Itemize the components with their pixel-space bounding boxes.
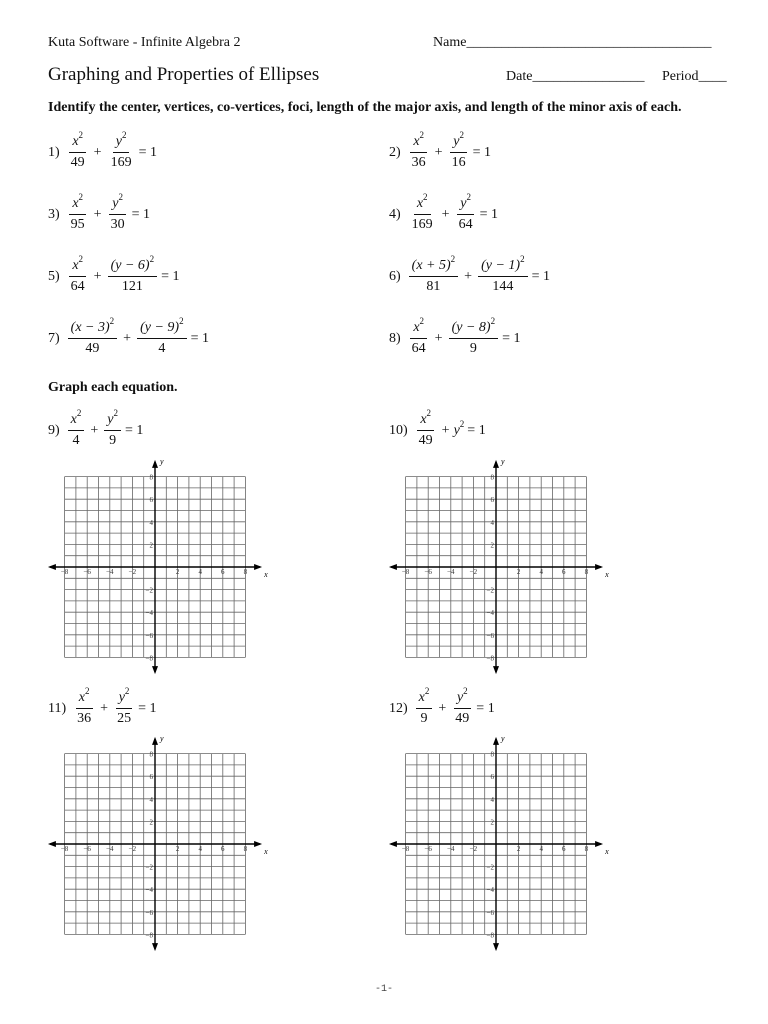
grid-group (389, 734, 609, 951)
problem-number: 6) (389, 268, 401, 284)
fraction (137, 316, 187, 357)
exponent: 2 (109, 316, 115, 326)
x-axis-arrow-right-icon (595, 841, 603, 847)
denominator: 9 (109, 433, 117, 448)
y-axis-arrow-down-icon (152, 666, 158, 674)
problem-number: 2) (389, 144, 401, 160)
denominator: 81 (426, 279, 441, 294)
fraction (114, 686, 134, 727)
fraction (478, 254, 528, 295)
fraction (416, 408, 436, 449)
x-tick-label: 6 (562, 845, 566, 853)
equals-rhs: = 1 (131, 206, 150, 222)
denominator: 4 (158, 341, 166, 356)
x-tick-label: 2 (175, 845, 180, 853)
problem-9 (48, 408, 144, 449)
y-tick-label: 6 (490, 496, 494, 505)
problem-12 (389, 686, 495, 727)
x-tick-label: −8 (401, 568, 410, 576)
exponent: 2 (423, 192, 428, 202)
x-axis-label: x (264, 570, 268, 579)
x-axis-arrow-right-icon (254, 564, 262, 570)
numerator: x (413, 320, 420, 335)
denominator: 36 (77, 711, 92, 726)
x-tick-label: −4 (447, 568, 455, 576)
denominator: 4 (72, 433, 80, 448)
y-tick-label: 4 (149, 795, 153, 804)
name-line: ___________________________________ (466, 35, 712, 50)
numerator: x (416, 196, 424, 211)
x-axis-arrow-left-icon (48, 841, 56, 847)
software-name: Kuta Software - Infinite Algebra 2 (48, 35, 241, 50)
y-axis-label: y (160, 456, 164, 466)
exponent: 2 (426, 408, 432, 418)
plus-sign: + (438, 700, 447, 716)
denominator: 9 (469, 341, 477, 356)
fraction (68, 254, 88, 295)
numerator: x (418, 690, 425, 705)
denominator: 64 (70, 279, 85, 294)
problem-6 (389, 254, 550, 295)
y-tick-label: −6 (486, 631, 494, 640)
x-axis-label: x (605, 847, 609, 856)
plus-sign: + (100, 700, 109, 716)
exponent: 2 (520, 254, 525, 264)
problem-1 (48, 130, 157, 171)
fraction (68, 408, 85, 449)
numerator: (y − 8) (451, 320, 491, 335)
x-tick-label: −4 (106, 845, 114, 853)
numerator: y (112, 196, 119, 211)
y-axis-arrow-up-icon (493, 460, 499, 468)
y-tick-label: 8 (490, 750, 494, 759)
problem-number: 10) (389, 422, 408, 438)
exponent: 2 (419, 130, 425, 140)
exponent: 2 (466, 192, 471, 202)
x-tick-label: 6 (221, 568, 225, 576)
denominator: 64 (411, 341, 426, 356)
x-axis-arrow-left-icon (389, 564, 397, 570)
y-tick-label: 6 (149, 496, 153, 505)
grid-group (48, 734, 268, 951)
denominator: 95 (70, 217, 85, 232)
fraction (108, 192, 128, 233)
exponent: 2 (424, 686, 430, 696)
fraction (449, 316, 499, 357)
date-line: ________________ (532, 69, 645, 84)
y-tick-label: 8 (149, 750, 153, 759)
y-tick-label: 6 (149, 773, 153, 782)
denominator: 64 (458, 217, 473, 232)
x-axis-arrow-right-icon (595, 564, 603, 570)
date-field[interactable] (506, 69, 644, 85)
date-label: Date (506, 69, 533, 84)
grid-group (48, 457, 268, 674)
x-tick-label: −2 (128, 568, 137, 576)
grid-group (389, 457, 609, 674)
plus-sign: + (434, 330, 443, 346)
problem-2 (389, 130, 491, 171)
denominator: 25 (117, 711, 132, 726)
numerator: y (118, 690, 125, 705)
fraction (74, 686, 94, 727)
denominator: 169 (110, 155, 132, 170)
y-tick-label: 4 (490, 795, 494, 804)
fraction (409, 192, 436, 233)
problem-8 (389, 316, 521, 357)
x-tick-label: −6 (424, 568, 432, 576)
plus-sign: + (90, 422, 99, 438)
fraction (68, 316, 118, 357)
plus-sign: + (441, 206, 450, 222)
y-axis-arrow-down-icon (493, 943, 499, 951)
plus-sign: + (434, 144, 443, 160)
denominator: 30 (110, 217, 125, 232)
numerator: y (460, 196, 467, 211)
y-tick-label: −8 (145, 654, 153, 663)
numerator: (x + 5) (411, 258, 451, 273)
y-tick-label: −8 (486, 931, 494, 940)
denominator: 36 (411, 155, 426, 170)
y-axis-arrow-up-icon (493, 737, 499, 745)
exponent: 2 (78, 254, 84, 264)
x-tick-label: −2 (128, 845, 137, 853)
exponent: 2 (124, 686, 130, 696)
fraction (108, 254, 158, 295)
exponent: 2 (490, 316, 496, 326)
numerator: (y − 1) (481, 258, 521, 273)
y-tick-label: −6 (145, 631, 153, 640)
numerator: x (78, 690, 86, 705)
name-field[interactable] (433, 35, 711, 51)
exponent: 2 (76, 408, 82, 418)
exponent: 2 (450, 254, 456, 264)
equals-rhs: = 1 (479, 206, 498, 222)
numerator: (y − 6) (110, 258, 150, 273)
plus-sign: + (441, 422, 450, 438)
denominator: 16 (451, 155, 466, 170)
fraction (104, 408, 121, 449)
problem-number: 12) (389, 700, 408, 716)
y-tick-label: 8 (149, 473, 153, 482)
plus-sign: + (123, 330, 132, 346)
graph-instructions: Graph each equation. (48, 380, 178, 395)
y-axis-arrow-up-icon (152, 737, 158, 745)
y-axis-label: y (501, 456, 505, 466)
name-label: Name (433, 35, 467, 50)
exponent: 2 (179, 316, 184, 326)
problem-number: 1) (48, 144, 60, 160)
x-tick-label: −8 (60, 568, 69, 576)
exponent: 2 (459, 130, 464, 140)
exponent: 2 (419, 316, 425, 326)
problem-number: 8) (389, 330, 401, 346)
numerator: y (456, 690, 464, 705)
equals-rhs: = 1 (190, 330, 209, 346)
equals-rhs: = 1 (467, 422, 486, 438)
identify-instructions: Identify the center, vertices, co-vertices, foci, length of the major axis, and length of the minor axis of each. (48, 100, 682, 115)
numerator: (y − 9) (140, 320, 180, 335)
y-axis-label: y (501, 733, 505, 743)
x-tick-label: 2 (175, 568, 180, 576)
x-tick-label: −4 (447, 845, 455, 853)
fraction (68, 130, 88, 171)
exponent: 2 (78, 192, 84, 202)
x-tick-label: 2 (516, 568, 521, 576)
fraction (108, 130, 135, 171)
x-tick-label: 4 (198, 845, 202, 853)
x-axis-label: x (605, 570, 609, 579)
page-title: Graphing and Properties of Ellipses (48, 64, 320, 85)
x-axis-arrow-left-icon (48, 564, 56, 570)
fraction (452, 686, 472, 727)
x-tick-label: −6 (83, 845, 91, 853)
numerator: y (107, 412, 114, 427)
y-tick-label: −2 (145, 863, 153, 872)
exponent: 2 (149, 254, 155, 264)
equals-rhs: = 1 (138, 144, 157, 160)
y-tick-label: −4 (486, 886, 494, 895)
x-tick-label: 8 (243, 845, 248, 853)
problem-3 (48, 192, 150, 233)
denominator: 49 (85, 341, 100, 356)
equals-rhs: = 1 (476, 700, 495, 716)
x-tick-label: 6 (562, 568, 566, 576)
y-axis-arrow-down-icon (152, 943, 158, 951)
problem-number: 9) (48, 422, 60, 438)
denominator: 169 (411, 217, 433, 232)
equals-rhs: = 1 (161, 268, 180, 284)
exponent: 2 (121, 130, 127, 140)
y-tick-label: −8 (145, 931, 153, 940)
plus-sign: + (93, 206, 102, 222)
x-axis-arrow-left-icon (389, 841, 397, 847)
problem-4 (389, 192, 498, 233)
fraction (449, 130, 469, 171)
y-axis-label: y (160, 733, 164, 743)
denominator: 9 (420, 711, 428, 726)
y-tick-label: 4 (149, 518, 153, 527)
denominator: 121 (121, 279, 143, 294)
x-tick-label: −8 (60, 845, 69, 853)
y-tick-label: −6 (145, 908, 153, 917)
y-tick-label: 4 (490, 518, 494, 527)
inline-term: $y^2$ (453, 418, 465, 438)
fraction (416, 686, 433, 727)
y-tick-label: 2 (149, 541, 153, 550)
y-tick-label: −4 (145, 609, 153, 618)
y-tick-label: 6 (490, 773, 494, 782)
y-tick-label: −4 (145, 886, 153, 895)
exponent: 2 (85, 686, 90, 696)
x-tick-label: −6 (83, 568, 91, 576)
problem-number: 7) (48, 330, 60, 346)
fraction (409, 254, 459, 295)
numerator: x (70, 412, 77, 427)
y-tick-label: 2 (490, 541, 494, 550)
x-tick-label: 8 (584, 568, 589, 576)
equals-rhs: = 1 (531, 268, 550, 284)
problem-7 (48, 316, 209, 357)
period-line: ____ (698, 69, 727, 84)
period-label: Period (662, 69, 699, 84)
exponent: 2 (113, 408, 119, 418)
x-tick-label: 2 (516, 845, 521, 853)
problem-11 (48, 686, 157, 727)
x-tick-label: −8 (401, 845, 410, 853)
x-tick-label: 6 (221, 845, 225, 853)
fraction (409, 316, 429, 357)
numerator: x (420, 412, 427, 427)
y-tick-label: −2 (486, 586, 494, 595)
denominator: 49 (70, 155, 85, 170)
numerator: x (72, 258, 79, 273)
problem-5 (48, 254, 180, 295)
problem-10 (389, 408, 486, 449)
x-tick-label: 8 (584, 845, 589, 853)
y-tick-label: 2 (490, 818, 494, 827)
problem-number: 4) (389, 206, 401, 222)
plus-sign: + (93, 144, 102, 160)
x-tick-label: −6 (424, 845, 432, 853)
y-tick-label: −2 (486, 863, 494, 872)
numerator: (x − 3) (70, 320, 110, 335)
numerator: y (453, 134, 460, 149)
x-tick-label: 4 (539, 845, 543, 853)
x-axis-label: x (264, 847, 268, 856)
exponent: 2 (78, 130, 84, 140)
numerator: x (72, 196, 79, 211)
numerator: y (115, 134, 122, 149)
problem-number: 11) (48, 700, 67, 716)
x-tick-label: −2 (469, 568, 478, 576)
equals-rhs: = 1 (138, 700, 157, 716)
numerator: x (72, 134, 79, 149)
denominator: 49 (455, 711, 470, 726)
x-axis-arrow-right-icon (254, 841, 262, 847)
equals-rhs: = 1 (502, 330, 521, 346)
y-axis-arrow-down-icon (493, 666, 499, 674)
y-axis-arrow-up-icon (152, 460, 158, 468)
x-tick-label: 4 (539, 568, 543, 576)
fraction (456, 192, 476, 233)
exponent: 2 (459, 418, 465, 429)
y-tick-label: 2 (149, 818, 153, 827)
numerator: x (413, 134, 420, 149)
problem-number: 3) (48, 206, 60, 222)
equals-rhs: = 1 (125, 422, 144, 438)
y-tick-label: −6 (486, 908, 494, 917)
equals-rhs: = 1 (472, 144, 491, 160)
denominator: 49 (418, 433, 433, 448)
x-tick-label: 8 (243, 568, 248, 576)
plus-sign: + (464, 268, 473, 284)
fraction (409, 130, 429, 171)
y-tick-label: −2 (145, 586, 153, 595)
x-tick-label: −2 (469, 845, 478, 853)
period-field[interactable] (662, 69, 727, 85)
y-tick-label: −8 (486, 654, 494, 663)
exponent: 2 (463, 686, 468, 696)
exponent: 2 (118, 192, 123, 202)
page-number: -1- (374, 984, 393, 995)
problem-number: 5) (48, 268, 60, 284)
x-tick-label: 4 (198, 568, 202, 576)
fraction (68, 192, 88, 233)
y-tick-label: 8 (490, 473, 494, 482)
plus-sign: + (93, 268, 102, 284)
denominator: 144 (492, 279, 514, 294)
x-tick-label: −4 (106, 568, 114, 576)
y-tick-label: −4 (486, 609, 494, 618)
